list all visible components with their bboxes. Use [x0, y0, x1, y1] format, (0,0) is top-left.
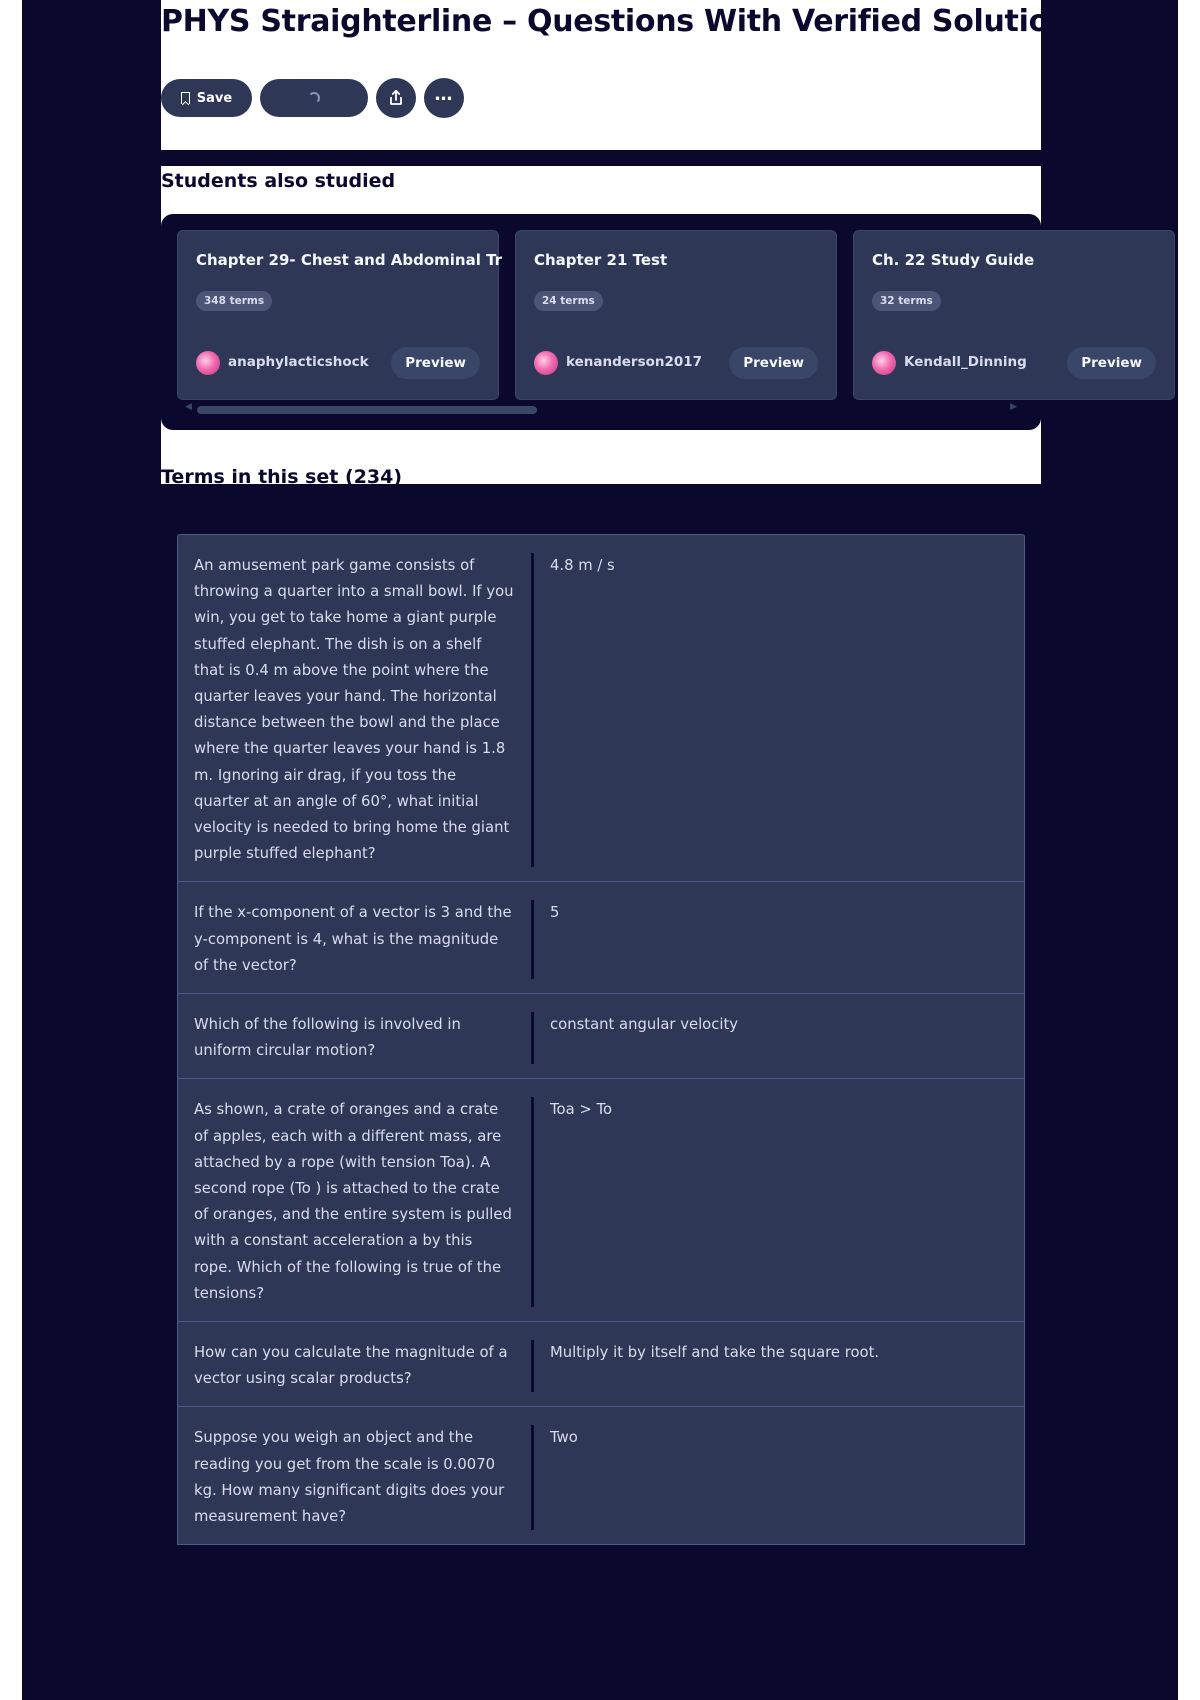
preview-button[interactable]: Preview [391, 347, 480, 379]
term-answer: 4.8 m / s [550, 557, 615, 574]
share-icon [387, 89, 405, 107]
term-row [177, 1078, 1025, 1322]
bookmark-icon [181, 92, 190, 104]
user-avatar [872, 351, 896, 375]
term-question: As shown, a crate of oranges and a crate of apples, each with a different mass, are attached by a rope (with tension Toa). A second rope (To ) is attached to the crate of oranges, and the entire system is pulled with a constant acceleration a by this rope. Which of the following is true of the tensions? [194, 1097, 534, 1307]
terms-list-panel [161, 520, 1041, 1560]
study-set-card[interactable] [853, 230, 1175, 400]
study-set-title: Chapter 21 Test [534, 251, 668, 269]
term-question: An amusement park game consists of throwing a quarter into a small bowl. If you win, you get to take home a giant purple stuffed elephant. The dish is on a shelf that is 0.4 m above the point where the quarter leaves your hand. The horizontal distance between the bowl and the place where the quarter leaves your hand is 1.8 m. Ignoring air drag, if you toss the quarter at an angle of 60°, what initial velocity is needed to bring home the giant purple stuffed elephant? [194, 553, 534, 867]
page-title: PHYS Straighterline – Questions With Verified Solutions [161, 4, 1088, 39]
terms-in-set-heading: Terms in this set (234) [161, 466, 403, 488]
term-answer: 5 [550, 904, 560, 922]
username[interactable]: Kendall_Dinning [904, 354, 1027, 370]
students-also-studied-section [161, 166, 1142, 488]
term-row [177, 534, 1025, 882]
term-row [177, 1321, 1025, 1407]
user-avatar [196, 351, 220, 375]
scroll-left-icon[interactable]: ◀ [185, 402, 192, 412]
action-bar [161, 78, 464, 118]
term-row [177, 881, 1025, 994]
terms-count-badge: 32 terms [872, 291, 941, 311]
study-set-title: Ch. 22 Study Guide [872, 251, 1035, 269]
term-answer: Toa > To [550, 1101, 613, 1119]
username[interactable]: kenanderson2017 [566, 354, 703, 370]
term-row [177, 1406, 1025, 1545]
share-button[interactable] [376, 78, 416, 118]
term-question: Suppose you weigh an object and the reading you get from the scale is 0.0070 kg. How many significant digits does your measurement have? [194, 1425, 534, 1530]
term-answer: Two [550, 1429, 578, 1447]
save-button-label: Save [196, 90, 233, 106]
loading-button[interactable] [260, 79, 368, 117]
terms-count-badge: 24 terms [534, 291, 603, 311]
more-options-icon: … [434, 84, 454, 105]
term-question: How can you calculate the magnitude of a vector using scalar products? [194, 1340, 534, 1392]
study-set-title: Chapter 29- Chest and Abdominal Tr [196, 251, 503, 269]
term-answer: constant angular velocity [550, 1016, 739, 1034]
set-header [161, 0, 1088, 150]
scrollbar-thumb[interactable] [197, 406, 537, 414]
study-set-carousel [161, 214, 1142, 430]
term-answer: Multiply it by itself and take the square root. [550, 1344, 880, 1362]
save-button[interactable] [161, 79, 252, 117]
study-set-card[interactable] [177, 230, 503, 400]
terms-count-badge: 348 terms [196, 291, 272, 311]
term-row [177, 993, 1025, 1079]
preview-button[interactable]: Preview [729, 347, 818, 379]
terms-list [177, 534, 1025, 1545]
preview-button[interactable]: Preview [1067, 347, 1156, 379]
term-question: If the x-component of a vector is 3 and the y-component is 4, what is the magnitude of the vector? [194, 900, 534, 979]
study-set-card[interactable] [515, 230, 837, 400]
username[interactable]: anaphylacticshock [228, 354, 369, 370]
students-also-studied-heading: Students also studied [161, 170, 396, 192]
scroll-right-icon[interactable]: ▶ [1010, 402, 1017, 412]
spinner-icon [308, 92, 320, 104]
term-question: Which of the following is involved in uniform circular motion? [194, 1012, 534, 1064]
carousel-scrollbar[interactable] [185, 402, 1017, 414]
more-options-button[interactable] [424, 78, 464, 118]
user-avatar [534, 351, 558, 375]
